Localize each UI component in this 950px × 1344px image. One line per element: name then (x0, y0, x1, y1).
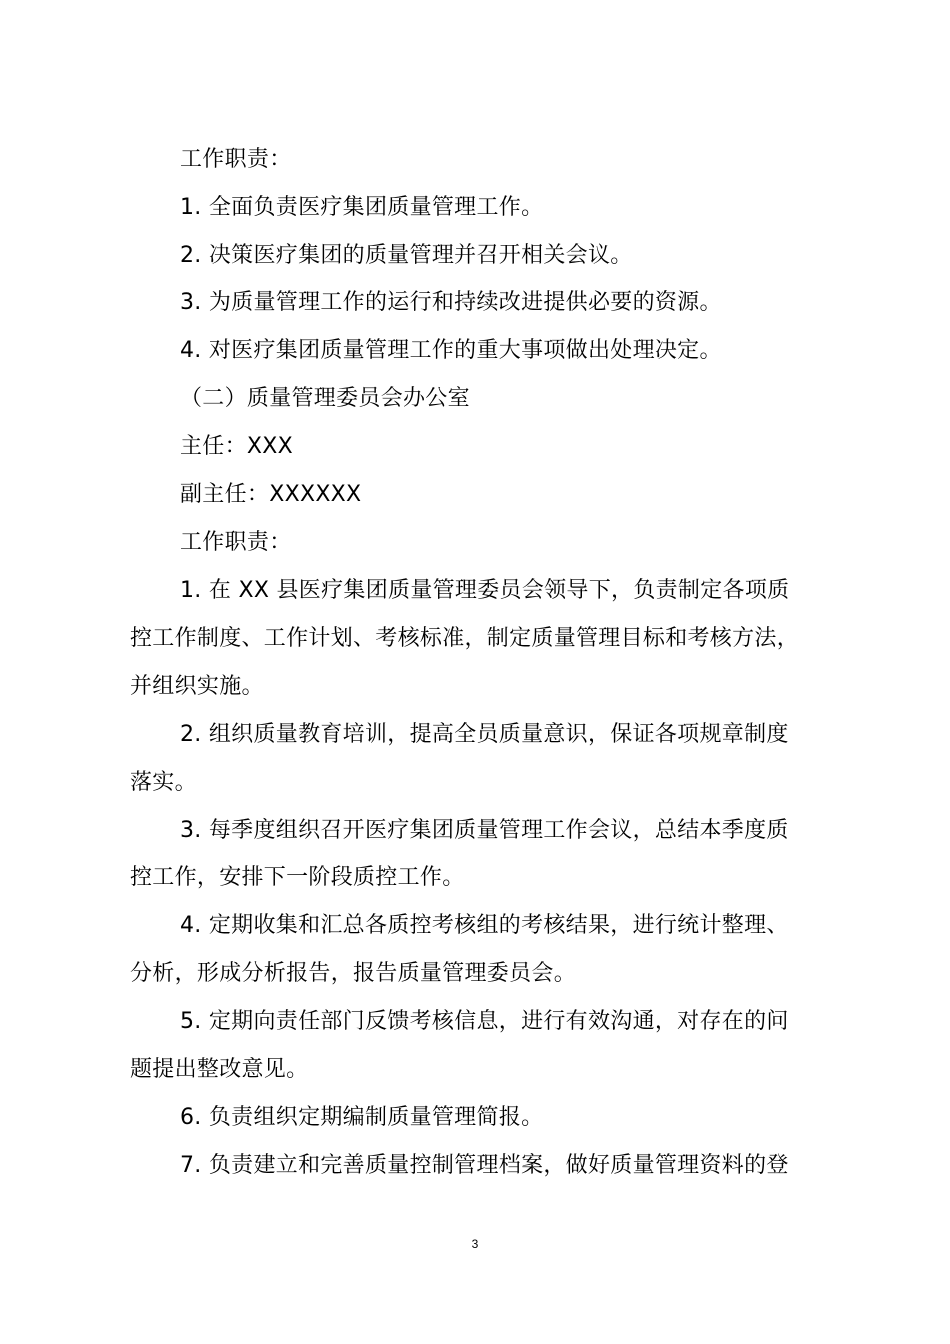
paragraph-line: 7. 负责建立和完善质量控制管理档案，做好质量管理资料的登 (180, 1153, 789, 1178)
paragraph-line: 落实。 (130, 770, 197, 795)
subsection-heading: （二）质量管理委员会办公室 (180, 386, 470, 411)
paragraph-line: 题提出整改意见。 (130, 1057, 309, 1082)
paragraph-line: 控工作制度、工作计划、考核标准，制定质量管理目标和考核方法， (130, 626, 800, 651)
paragraph-line: 3. 每季度组织召开医疗集团质量管理工作会议，总结本季度质 (180, 818, 789, 843)
list-item: 3. 为质量管理工作的运行和持续改进提供必要的资源。 (180, 290, 722, 315)
paragraph-line: 并组织实施。 (130, 674, 264, 699)
paragraph-line: 2. 组织质量教育培训，提高全员质量意识，保证各项规章制度 (180, 722, 789, 747)
section-heading-duties: 工作职责： (180, 530, 292, 555)
director-line: 主任：XXX (180, 434, 294, 459)
section-heading-duties: 工作职责： (180, 147, 292, 172)
paragraph-line: 控工作，安排下一阶段质控工作。 (130, 865, 465, 890)
paragraph-line: 4. 定期收集和汇总各质控考核组的考核结果，进行统计整理、 (180, 913, 789, 938)
list-item: 1. 全面负责医疗集团质量管理工作。 (180, 195, 544, 220)
paragraph-line: 1. 在 XX 县医疗集团质量管理委员会领导下，负责制定各项质 (180, 578, 790, 603)
paragraph-line: 6. 负责组织定期编制质量管理简报。 (180, 1105, 544, 1130)
paragraph-line: 分析，形成分析报告，报告质量管理委员会。 (130, 961, 577, 986)
page-number: 3 (471, 1237, 479, 1251)
list-item: 2. 决策医疗集团的质量管理并召开相关会议。 (180, 243, 633, 268)
deputy-director-line: 副主任：XXXXXX (180, 482, 362, 507)
list-item: 4. 对医疗集团质量管理工作的重大事项做出处理决定。 (180, 338, 722, 363)
paragraph-line: 5. 定期向责任部门反馈考核信息，进行有效沟通，对存在的问 (180, 1009, 789, 1034)
